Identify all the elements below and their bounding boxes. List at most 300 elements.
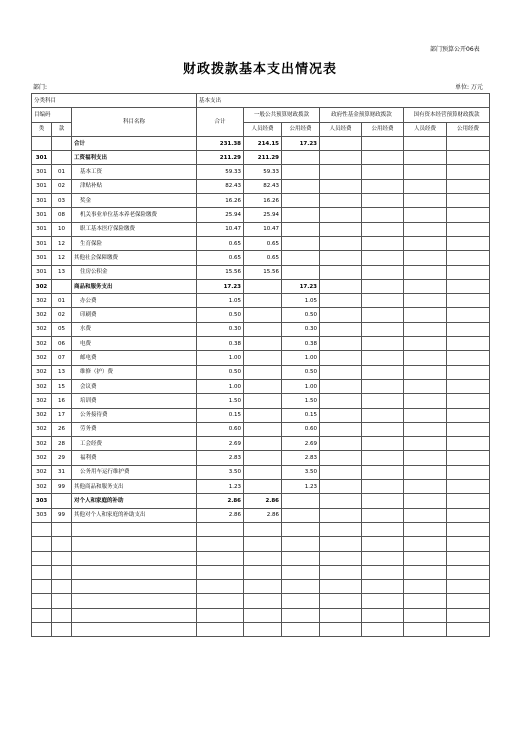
gf-public-cell [362,408,404,422]
total-cell: 1.05 [197,294,244,308]
class-code-cell [32,622,52,636]
total-cell: 0.50 [197,308,244,322]
sc-public-cell [447,608,490,622]
gf-public-cell [362,165,404,179]
gp-public-cell: 2.83 [282,451,320,465]
gp-personnel-cell [244,308,282,322]
total-cell [197,565,244,579]
sc-public-cell [447,265,490,279]
table-row [32,394,490,408]
table-row [32,222,490,236]
sc-personnel-cell [404,337,447,351]
gf-personnel-cell [320,480,362,494]
sc-public-cell [447,594,490,608]
sc-personnel-header: 人员经费 [404,122,447,136]
sc-personnel-cell [404,379,447,393]
gf-personnel-cell [320,136,362,150]
gp-public-cell [282,522,320,536]
total-cell [197,580,244,594]
gf-public-cell [362,351,404,365]
total-cell [197,608,244,622]
gf-personnel-cell [320,236,362,250]
total-cell: 0.38 [197,337,244,351]
total-cell: 0.50 [197,365,244,379]
total-cell: 59.33 [197,165,244,179]
subject-name-cell: 机关事业单位基本养老保险缴费 [72,208,197,222]
subject-name-cell: 劳务费 [72,422,197,436]
gp-personnel-cell [244,279,282,293]
gf-personnel-cell [320,322,362,336]
item-code-cell [52,537,72,551]
class-code-cell [32,594,52,608]
gp-public-cell: 1.05 [282,294,320,308]
sc-public-cell [447,494,490,508]
class-code-cell [32,608,52,622]
class-code-cell: 302 [32,351,52,365]
gp-public-cell [282,265,320,279]
table-row [32,165,490,179]
table-row [32,294,490,308]
class-code-cell: 302 [32,379,52,393]
gp-public-cell: 1.00 [282,379,320,393]
gf-personnel-cell [320,165,362,179]
total-cell [197,594,244,608]
item-code-cell: 31 [52,465,72,479]
class-code-cell: 302 [32,408,52,422]
gp-personnel-cell: 10.47 [244,222,282,236]
sc-personnel-cell [404,437,447,451]
gf-public-cell [362,136,404,150]
sc-personnel-cell [404,608,447,622]
gf-personnel-cell [320,565,362,579]
class-code-cell: 302 [32,294,52,308]
table-row [32,465,490,479]
gf-personnel-cell [320,451,362,465]
item-code-cell: 02 [52,179,72,193]
general-budget-header: 一般公共预算财政拨款 [244,108,320,122]
header-row-1 [32,94,490,108]
table-row [32,308,490,322]
class-code-cell: 302 [32,422,52,436]
subject-name-cell: 津贴补贴 [72,179,197,193]
sc-personnel-cell [404,151,447,165]
subject-name-cell: 培训费 [72,394,197,408]
class-code-cell: 301 [32,165,52,179]
item-code-cell: 28 [52,437,72,451]
form-code: 部门预算公开06表 [430,46,480,53]
econ-class-code-header: 分类科目 [32,94,197,108]
gf-public-cell [362,208,404,222]
subject-name-cell [72,622,197,636]
gp-personnel-cell: 25.94 [244,208,282,222]
gf-personnel-cell [320,265,362,279]
subject-name-cell: 奖金 [72,194,197,208]
table-row [32,351,490,365]
item-code-cell: 29 [52,451,72,465]
sc-public-cell [447,208,490,222]
total-header: 合计 [197,108,244,137]
gf-personnel-cell [320,308,362,322]
gp-personnel-cell [244,565,282,579]
gp-public-cell: 0.60 [282,422,320,436]
sc-public-cell [447,379,490,393]
sc-personnel-cell [404,565,447,579]
gp-public-cell: 0.30 [282,322,320,336]
sc-public-cell [447,279,490,293]
gp-personnel-cell [244,594,282,608]
department-label: 部门: [33,84,48,91]
class-code-cell: 302 [32,480,52,494]
gp-public-cell: 1.23 [282,480,320,494]
gf-personnel-cell [320,251,362,265]
gp-public-cell [282,551,320,565]
sc-public-cell [447,465,490,479]
sc-public-cell [447,136,490,150]
item-code-cell [52,494,72,508]
sc-personnel-cell [404,322,447,336]
gf-public-header: 公用经费 [362,122,404,136]
gf-public-cell [362,265,404,279]
item-code-cell: 01 [52,294,72,308]
table-row [32,337,490,351]
sc-public-cell [447,351,490,365]
item-code-cell [52,136,72,150]
item-code-cell: 17 [52,408,72,422]
gf-public-cell [362,522,404,536]
total-cell [197,622,244,636]
subject-name-cell: 邮电费 [72,351,197,365]
table-row [32,322,490,336]
sc-personnel-cell [404,622,447,636]
gf-public-cell [362,437,404,451]
gp-personnel-header: 人员经费 [244,122,282,136]
total-cell: 211.29 [197,151,244,165]
table-row [32,251,490,265]
gp-public-cell [282,508,320,522]
sc-personnel-cell [404,422,447,436]
table-row [32,522,490,536]
sc-personnel-cell [404,408,447,422]
sc-public-cell [447,622,490,636]
sc-personnel-cell [404,308,447,322]
table-row [32,551,490,565]
table-row [32,580,490,594]
sc-public-cell [447,551,490,565]
sc-personnel-cell [404,222,447,236]
item-header: 款 [52,122,72,136]
gf-public-cell [362,508,404,522]
gp-personnel-cell [244,379,282,393]
item-code-cell: 13 [52,365,72,379]
subject-name-cell: 公务用车运行维护费 [72,465,197,479]
gp-public-cell [282,580,320,594]
sc-public-cell [447,422,490,436]
gf-public-cell [362,222,404,236]
basic-expenditure-header: 基本支出 [197,94,490,108]
item-code-cell: 99 [52,508,72,522]
gf-personnel-cell [320,522,362,536]
table-row [32,451,490,465]
item-code-cell: 06 [52,337,72,351]
gf-public-cell [362,580,404,594]
gf-personnel-cell [320,179,362,193]
total-cell: 82.43 [197,179,244,193]
gp-public-cell [282,494,320,508]
sc-personnel-cell [404,294,447,308]
class-code-cell [32,537,52,551]
total-cell: 0.65 [197,236,244,250]
table-row [32,408,490,422]
gf-personnel-cell [320,279,362,293]
table-row [32,494,490,508]
sc-personnel-cell [404,194,447,208]
gp-public-cell [282,622,320,636]
gf-personnel-header: 人员经费 [320,122,362,136]
item-code-cell [52,565,72,579]
table-row [32,537,490,551]
gf-personnel-cell [320,465,362,479]
class-header: 类 [32,122,52,136]
sc-personnel-cell [404,551,447,565]
class-code-cell: 303 [32,508,52,522]
sc-personnel-cell [404,451,447,465]
subject-name-cell: 维修（护）费 [72,365,197,379]
gp-public-cell [282,537,320,551]
gf-public-cell [362,622,404,636]
total-cell: 2.83 [197,451,244,465]
gf-public-cell [362,322,404,336]
subject-name-cell [72,537,197,551]
gf-public-cell [362,151,404,165]
gp-personnel-cell: 16.26 [244,194,282,208]
total-cell: 17.23 [197,279,244,293]
subject-name-cell: 住房公积金 [72,265,197,279]
item-code-cell: 12 [52,236,72,250]
sc-public-cell [447,236,490,250]
table-row [32,594,490,608]
subject-name-cell [72,608,197,622]
expenditure-table [31,93,490,637]
class-code-cell: 303 [32,494,52,508]
gf-public-cell [362,308,404,322]
sc-public-cell [447,308,490,322]
total-cell: 0.15 [197,408,244,422]
item-code-cell: 15 [52,379,72,393]
sc-personnel-cell [404,265,447,279]
sc-personnel-cell [404,465,447,479]
table-row [32,422,490,436]
gf-personnel-cell [320,437,362,451]
table-row [32,508,490,522]
subject-name-cell: 基本工资 [72,165,197,179]
gp-public-cell [282,594,320,608]
gf-personnel-cell [320,351,362,365]
gp-personnel-cell: 82.43 [244,179,282,193]
item-code-cell: 10 [52,222,72,236]
gf-public-cell [362,494,404,508]
gf-personnel-cell [320,622,362,636]
gp-public-cell: 3.50 [282,465,320,479]
gf-personnel-cell [320,337,362,351]
gf-public-cell [362,179,404,193]
gp-public-cell [282,165,320,179]
subject-name-cell: 工会经费 [72,437,197,451]
table-row [32,151,490,165]
class-code-cell: 301 [32,194,52,208]
state-capital-header: 国有资本经营预算财政拨款 [404,108,490,122]
gp-personnel-cell [244,408,282,422]
sc-personnel-cell [404,480,447,494]
gf-public-cell [362,480,404,494]
subject-name-cell: 合计 [72,136,197,150]
gp-public-header: 公用经费 [282,122,320,136]
total-cell: 231.38 [197,136,244,150]
gp-public-cell: 2.69 [282,437,320,451]
class-code-cell: 302 [32,308,52,322]
gf-public-cell [362,537,404,551]
class-code-cell: 301 [32,222,52,236]
gf-personnel-cell [320,537,362,551]
sc-personnel-cell [404,236,447,250]
table-row [32,622,490,636]
subject-name-cell [72,551,197,565]
gp-personnel-cell [244,465,282,479]
sc-personnel-cell [404,537,447,551]
sc-personnel-cell [404,365,447,379]
item-code-cell: 08 [52,208,72,222]
unit-label: 单位: 万元 [455,84,483,91]
gp-personnel-cell: 0.65 [244,251,282,265]
item-code-cell [52,279,72,293]
gp-personnel-cell [244,480,282,494]
total-cell [197,522,244,536]
gp-personnel-cell [244,337,282,351]
gf-public-cell [362,551,404,565]
gp-personnel-cell [244,537,282,551]
table-row [32,565,490,579]
sc-public-cell [447,451,490,465]
class-code-cell: 301 [32,265,52,279]
gf-personnel-cell [320,379,362,393]
gf-public-cell [362,394,404,408]
gp-public-cell [282,194,320,208]
item-code-cell: 26 [52,422,72,436]
total-cell: 16.26 [197,194,244,208]
class-code-cell: 302 [32,365,52,379]
gf-personnel-cell [320,551,362,565]
item-code-cell [52,580,72,594]
gp-personnel-cell [244,580,282,594]
subject-name-cell: 公务接待费 [72,408,197,422]
class-code-cell: 301 [32,208,52,222]
total-cell: 1.50 [197,394,244,408]
sc-personnel-cell [404,208,447,222]
class-code-cell: 301 [32,236,52,250]
gf-personnel-cell [320,222,362,236]
gf-personnel-cell [320,294,362,308]
gp-public-cell [282,236,320,250]
gp-personnel-cell: 15.56 [244,265,282,279]
subject-name-cell: 福利费 [72,451,197,465]
item-code-cell [52,151,72,165]
gp-personnel-cell [244,551,282,565]
gp-personnel-cell [244,622,282,636]
item-code-cell: 12 [52,251,72,265]
item-code-cell [52,551,72,565]
table-row [32,136,490,150]
subject-name-cell: 其他社会保障缴费 [72,251,197,265]
gf-personnel-cell [320,151,362,165]
table-row [32,236,490,250]
table-row [32,437,490,451]
subject-name-cell [72,522,197,536]
subject-name-cell: 办公费 [72,294,197,308]
gp-personnel-cell [244,422,282,436]
gp-public-cell [282,608,320,622]
sc-public-cell [447,294,490,308]
gf-public-cell [362,451,404,465]
class-code-cell: 301 [32,251,52,265]
sc-public-cell [447,222,490,236]
item-code-cell: 05 [52,322,72,336]
item-code-cell: 07 [52,351,72,365]
sc-public-cell [447,537,490,551]
total-cell: 1.23 [197,480,244,494]
gf-personnel-cell [320,408,362,422]
sc-personnel-cell [404,165,447,179]
gf-personnel-cell [320,494,362,508]
class-code-cell: 302 [32,451,52,465]
item-code-cell: 01 [52,165,72,179]
subject-name-cell [72,580,197,594]
gf-public-cell [362,251,404,265]
gf-public-cell [362,422,404,436]
gp-personnel-cell [244,437,282,451]
subject-name-cell: 水费 [72,322,197,336]
class-code-cell: 301 [32,179,52,193]
gf-personnel-cell [320,208,362,222]
gf-public-cell [362,279,404,293]
total-cell: 2.69 [197,437,244,451]
sc-personnel-cell [404,594,447,608]
gov-fund-header: 政府性基金预算财政拨款 [320,108,404,122]
gf-public-cell [362,379,404,393]
subject-name-cell: 印刷费 [72,308,197,322]
total-cell: 25.94 [197,208,244,222]
gf-public-cell [362,565,404,579]
table-row [32,379,490,393]
item-code-cell: 03 [52,194,72,208]
table-row [32,194,490,208]
class-code-cell: 302 [32,394,52,408]
sc-public-cell [447,408,490,422]
sc-personnel-cell [404,179,447,193]
item-code-cell [52,522,72,536]
subject-name-cell: 会议费 [72,379,197,393]
gp-public-cell [282,179,320,193]
item-code-cell [52,608,72,622]
total-cell [197,537,244,551]
total-cell: 1.00 [197,379,244,393]
gp-personnel-cell: 2.86 [244,508,282,522]
sc-public-cell [447,565,490,579]
page-title: 财政拨款基本支出情况表 [182,62,337,77]
table-row [32,480,490,494]
subject-name-cell [72,594,197,608]
sc-personnel-cell [404,136,447,150]
total-cell: 1.00 [197,351,244,365]
total-cell: 2.86 [197,508,244,522]
